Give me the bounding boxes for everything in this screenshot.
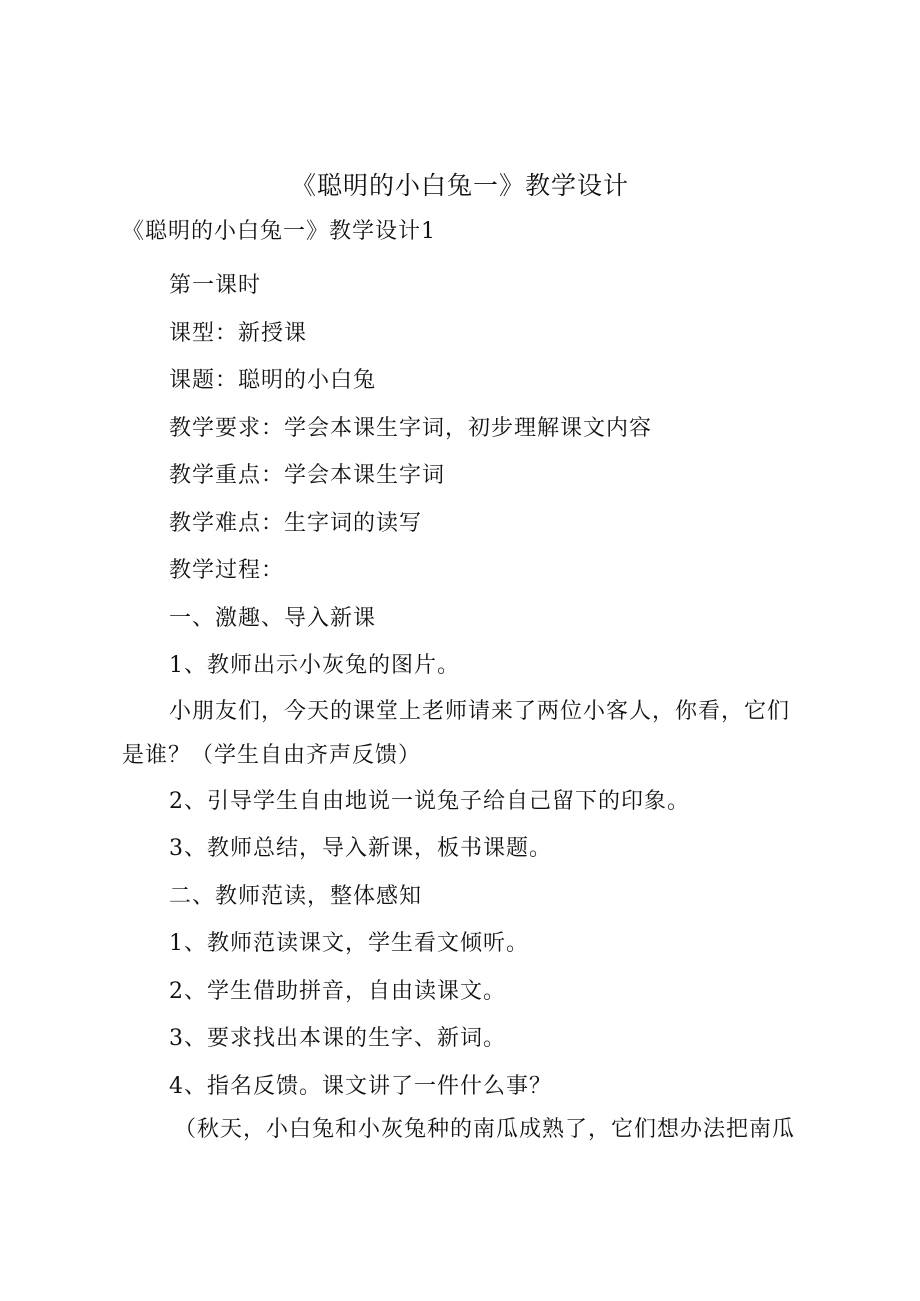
section-heading: 一、激趣、导入新课 bbox=[169, 605, 377, 631]
intro-paragraph bbox=[122, 690, 798, 778]
paragraph: 1、教师出示小灰兔的图片。 bbox=[169, 653, 460, 678]
document-body bbox=[122, 262, 798, 1150]
document-title: 《聪明的小白兔一》教学设计 bbox=[290, 171, 629, 200]
paragraph: 教学过程： bbox=[169, 558, 285, 583]
paragraph-continued: （秋天，小白兔和小灰兔种的南瓜成熟了，它们想办法把南瓜 bbox=[174, 1117, 796, 1142]
paragraph: 4、指名反馈。课文讲了一件什么事？ bbox=[169, 1073, 552, 1099]
intro-line-2: 是谁？（学生自由齐声反馈） bbox=[122, 742, 422, 768]
paragraph: 课型：新授课 bbox=[169, 320, 308, 346]
paragraph: 教学难点：生字词的读写 bbox=[169, 510, 423, 536]
paragraph: 课题：聪明的小白兔 bbox=[169, 368, 377, 393]
paragraph: 第一课时 bbox=[169, 273, 262, 298]
section-heading: 二、教师范读，整体感知 bbox=[169, 883, 423, 909]
document-subtitle: 《聪明的小白兔一》教学设计1 bbox=[122, 219, 436, 244]
paragraph: 3、要求找出本课的生字、新词。 bbox=[169, 1026, 506, 1051]
paragraph: 2、学生借助拼音，自由读课文。 bbox=[169, 978, 506, 1004]
paragraph: 2、引导学生自由地说一说兔子给自己留下的印象。 bbox=[169, 788, 690, 814]
paragraph: 教学要求：学会本课生字词，初步理解课文内容 bbox=[169, 415, 653, 441]
paragraph: 3、教师总结，导入新课，板书课题。 bbox=[169, 836, 552, 861]
paragraph: 1、教师范读课文，学生看文倾听。 bbox=[169, 931, 529, 956]
paragraph: 教学重点：学会本课生字词 bbox=[169, 463, 446, 488]
intro-line-1: 小朋友们，今天的课堂上老师请来了两位小客人，你看，它们 bbox=[169, 698, 791, 724]
